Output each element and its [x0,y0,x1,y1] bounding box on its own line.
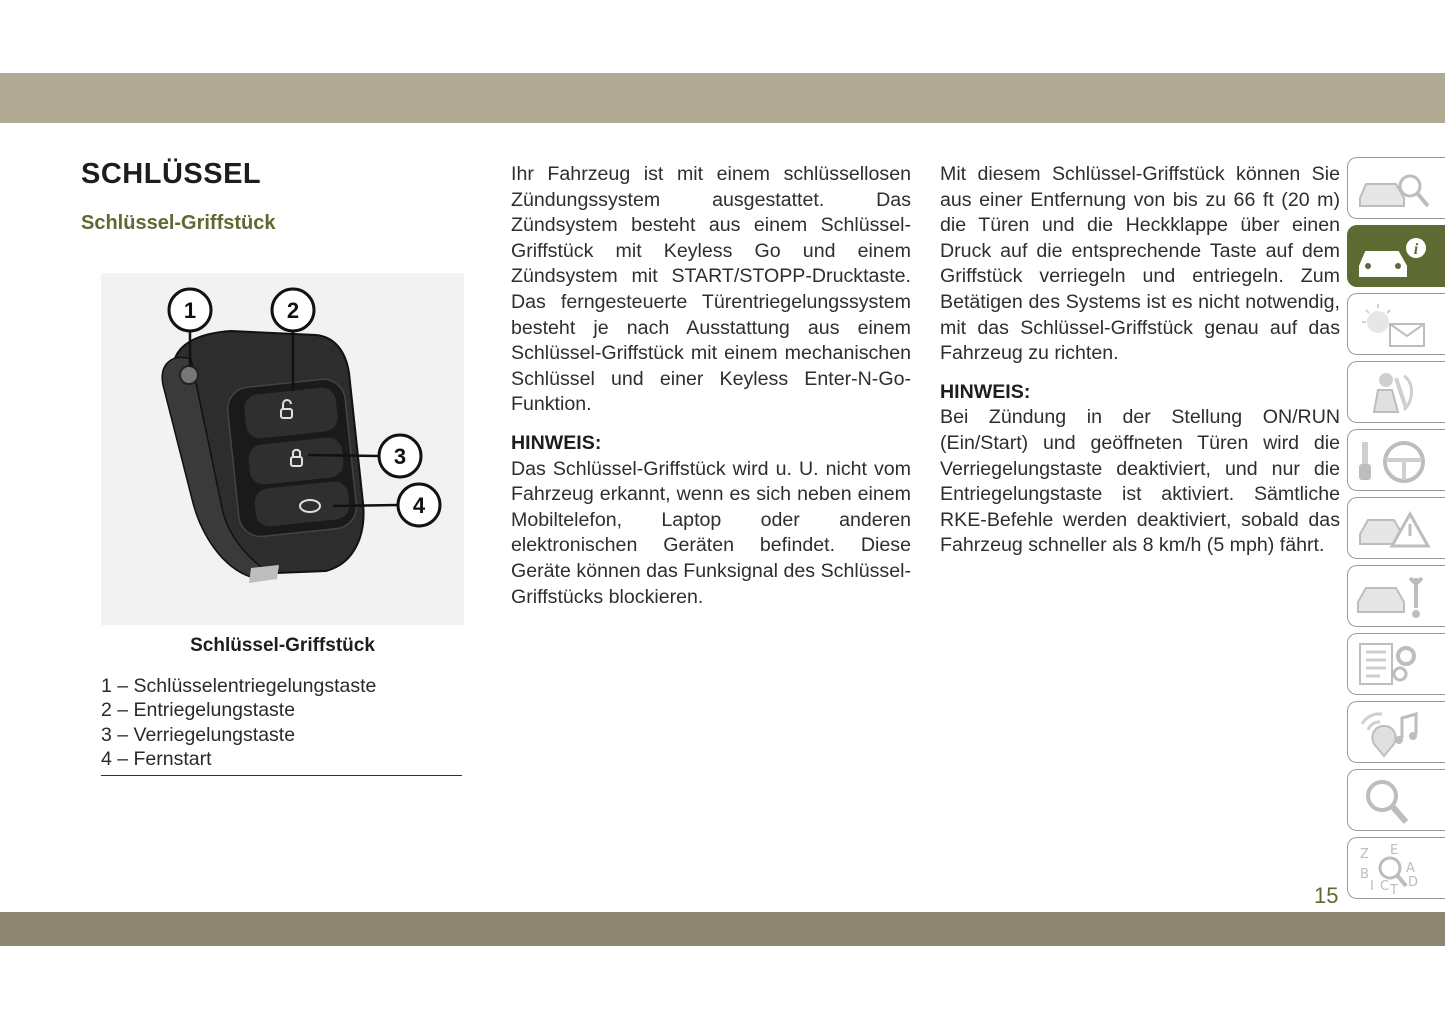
callout-2-label: 2 [286,298,300,323]
legend-item: 2 – Entriegelungstaste [101,699,296,722]
svg-text:B: B [1360,867,1369,882]
list-gear-icon [1354,640,1438,690]
car-info-icon [1354,232,1438,282]
legend-item: 1 – Schlüsselentriegelungstaste [101,675,377,697]
warning-light-message-icon [1354,300,1438,350]
figure-caption: Schlüssel-Griffstück [190,635,375,656]
figure-legend [101,674,462,776]
car-hazard-icon [1354,504,1438,554]
key-steering-wheel-icon [1354,436,1438,486]
seat-airbag-icon [1354,368,1438,418]
tab-car-info[interactable] [1347,225,1445,287]
callout-1-label: 1 [183,298,197,323]
note-heading: HINWEIS: [511,431,602,454]
intro-paragraph: Ihr Fahrzeug ist mit einem schlüssellosen Zündungssystem ausgestattet. Das Zündsystem besteht aus einem Schlüssel-Griffstück mit Keyless Go und einem Zündsystem mit START/STOPP-Drucktaste. Das ferngesteuerte Türentriegelungssystem besteht je nach Ausstattung aus einem Schlüssel-Griffstück mit einem mechanischen Schlüssel und einer Keyless Enter-N-Go-Funktion. [511,163,911,416]
car-wrench-icon [1354,572,1438,622]
section-subtitle: Schlüssel-Griffstück [81,212,276,234]
tab-specifications[interactable] [1347,633,1445,695]
index-letters-icon [1354,844,1438,894]
tab-emergency[interactable] [1347,497,1445,559]
svg-text:I: I [1370,879,1374,894]
bottom-band [0,912,1445,946]
svg-text:D: D [1408,875,1419,890]
tab-safety[interactable] [1347,361,1445,423]
range-paragraph: Mit diesem Schlüssel-Griffstück können Sie aus einer Entfernung von bis zu 66 ft (20 m) die Türen und die Heckklappe über einen Druck auf die entsprechende Taste auf dem Griffstück verriegeln und entriegeln. Zum Betätigen des Systems ist es nicht notwendig, mit das Schlüssel-Griffstück genau auf das Fahrzeug zu richten. [940,163,1340,365]
tab-starting-operating[interactable] [1347,429,1445,491]
magnifier-icon [1354,776,1438,826]
tab-service[interactable] [1347,565,1445,627]
page-title: SCHLÜSSEL [81,158,262,190]
svg-text:T: T [1390,883,1398,894]
page-number: 15 [1314,883,1339,908]
legend-item: 4 – Fernstart [101,747,212,770]
tab-warning-lights[interactable] [1347,293,1445,355]
svg-text:Z: Z [1360,847,1369,862]
note-text: Das Schlüssel-Griffstück wird u. U. nicht vom Fahrzeug erkannt, wenn es sich neben einem Mobiltelefon, Laptop oder anderen elektronischen Geräten befindet. Diese Geräte können das Funksignal des Schlüssel-Griffstücks blockieren. [511,457,911,608]
note-heading: HINWEIS: [940,380,1031,403]
callout-3-label: 3 [393,444,407,469]
text-column-1 [511,162,911,610]
top-band [0,73,1445,123]
text-column-2 [940,162,1340,559]
tab-multimedia[interactable] [1347,701,1445,763]
tab-car-search[interactable] [1347,157,1445,219]
callout-4-label: 4 [412,493,426,518]
svg-text:A: A [1406,861,1415,876]
svg-text:E: E [1390,844,1399,858]
key-release-button [180,366,198,384]
tab-index[interactable] [1347,837,1445,899]
svg-text:C: C [1380,879,1390,894]
tab-customer-help[interactable] [1347,769,1445,831]
car-search-icon [1354,164,1438,214]
svg-text:i: i [1413,241,1419,258]
note-text: Bei Zündung in der Stellung ON/RUN (Ein/Start) und geöffneten Türen wird die Verriegelungstaste deaktiviert, und nur die Entriegelungstaste ist aktiviert. Sämtliche RKE-Befehle werden deaktiviert, sobald das Fahrzeug schneller als 8 km/h (5 mph) fährt. [940,406,1340,557]
media-navigation-icon [1354,708,1438,758]
legend-item: 3 – Verriegelungstaste [101,723,296,746]
key-fob-photo [101,273,464,625]
